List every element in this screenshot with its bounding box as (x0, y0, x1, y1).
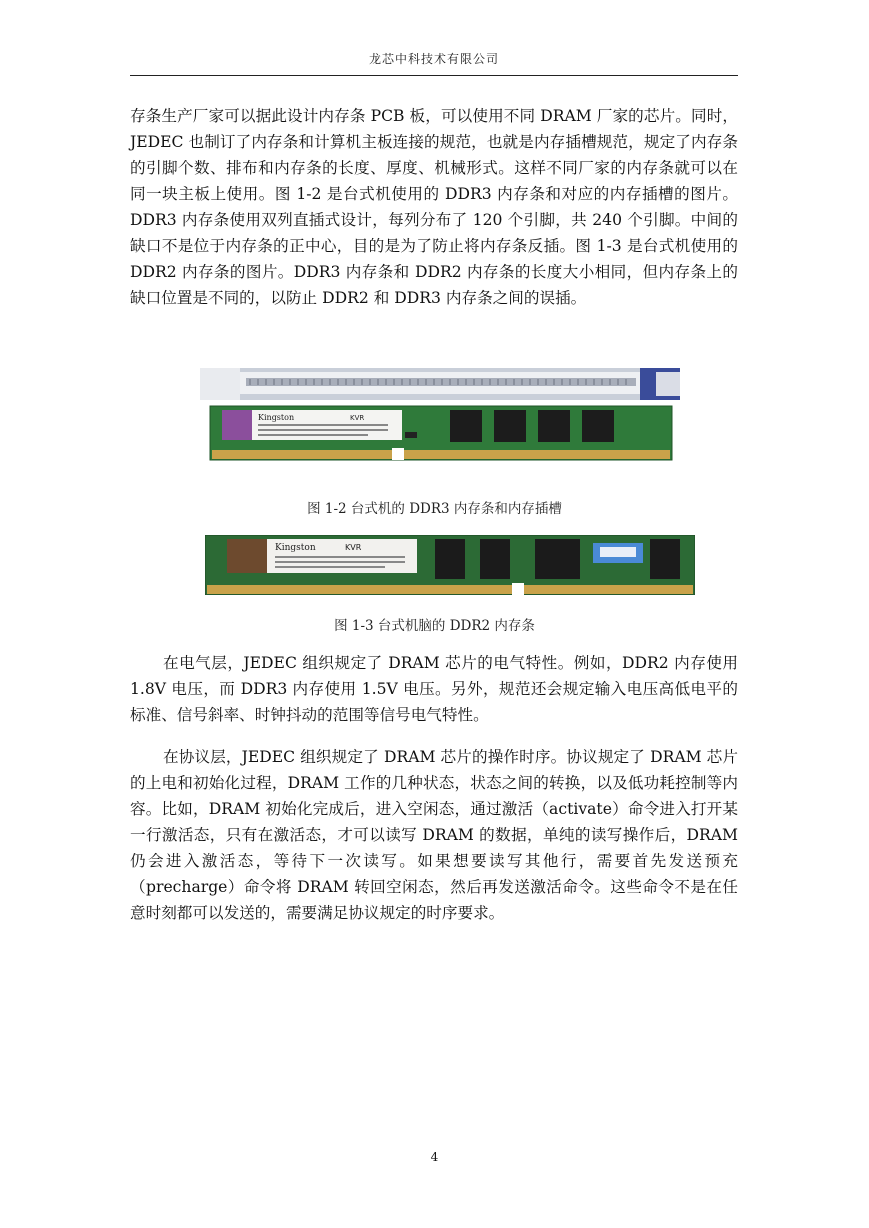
ddr3-label-text: KVR (350, 414, 365, 422)
figure-1-2-caption: 图 1-2 台式机的 DDR3 内存条和内存插槽 (307, 501, 562, 517)
figure-ddr3-image (200, 368, 680, 464)
page-header: 龙芯中科技术有限公司 (368, 52, 499, 66)
ddr2-label-brand: Kingston (275, 543, 316, 553)
figure-ddr2-image (205, 535, 695, 595)
header-rule (130, 75, 738, 76)
page-number: 4 (430, 1150, 439, 1164)
ddr2-module (205, 535, 695, 595)
ddr3-label-brand: Kingston (258, 413, 295, 422)
ddr3-module (210, 406, 672, 460)
paragraph-1: 存条生产厂家可以据此设计内存条 PCB 板，可以使用不同 DRAM 厂家的芯片。同时，JEDEC 也制订了内存条和计算机主板连接的规范，也就是内存插槽规范，规定了内存条的引脚个数、排布和内存条的长度、厚度、机械形式。这样不同厂家的内存条就可以在同一块主板上使用。图 1-2 是台式机使用的 DDR3 内存条和对应的内存插槽的图片。DDR3 内存条使用双列直插式设计，每列分布了 120 个引脚，共 240 个引脚。中间的缺口不是位于内存条的正中心，目的是为了防止将内存条反插。图 1-3 是台式机使用的 DDR2 内存条的图片。DDR3 内存条和 DDR2 内存条的长度大小相同，但内存条上的缺口位置是不同的，以防止 DDR2 和 DDR3 内存条之间的误插。 (130, 107, 738, 307)
memory-slot (200, 368, 680, 400)
figure-1-3-caption: 图 1-3 台式机脑的 DDR2 内存条 (334, 618, 535, 634)
paragraph-2: 在电气层，JEDEC 组织规定了 DRAM 芯片的电气特性。例如，DDR2 内存使用 1.8V 电压，而 DDR3 内存使用 1.5V 电压。另外，规范还会规定输入电压高低电平的标准、信号斜率、时钟抖动的范围等信号电气特性。 (130, 654, 738, 724)
ddr2-label-text: KVR (345, 543, 362, 552)
paragraph-3: 在协议层，JEDEC 组织规定了 DRAM 芯片的操作时序。协议规定了 DRAM 芯片的上电和初始化过程，DRAM 工作的几种状态，状态之间的转换，以及低功耗控制等内容。比如，DRAM 初始化完成后，进入空闲态，通过激活（activate）命令进入打开某一行激活态，只有在激活态，才可以读写 DRAM 的数据，单纯的读写操作后，DRAM 仍会进入激活态，等待下一次读写。如果想要读写其他行，需要首先发送预充（precharge）命令将 DRAM 转回空闲态，然后再发送激活命令。这些命令不是在任意时刻都可以发送的，需要满足协议规定的时序要求。 (130, 748, 738, 922)
